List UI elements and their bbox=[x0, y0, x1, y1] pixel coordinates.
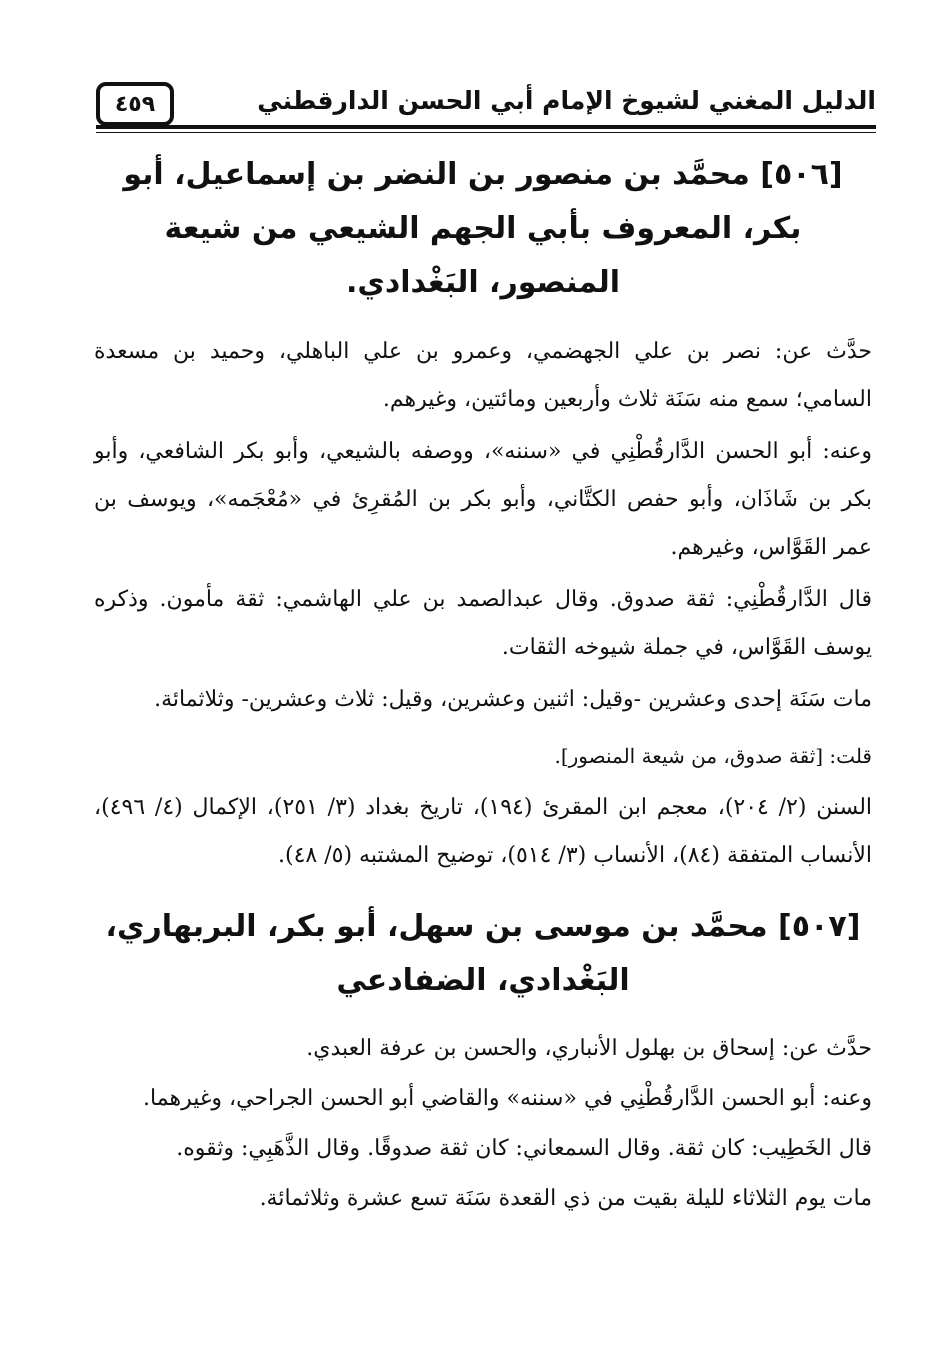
page-body bbox=[94, 148, 872, 1226]
header-rule-thin bbox=[96, 132, 876, 133]
entry-paragraph: مات يوم الثلاثاء لليلة بقيت من ذي القعدة سَنَة تسع عشرة وثلاثمائة. bbox=[259, 1186, 872, 1211]
header-rule-thick bbox=[96, 125, 876, 129]
entry-paragraph: حدَّث عن: نصر بن علي الجهضمي، وعمرو بن علي الباهلي، وحميد بن مسعدة السامي؛ سمع منه سَنَة ثلاث وأربعين ومائتين، وغيرهم. bbox=[94, 339, 872, 412]
page-number-frame bbox=[96, 82, 174, 126]
entry-paragraph: وعنه: أبو الحسن الدَّارقُطْنِي في «سننه»، ووصفه بالشيعي، وأبو بكر الشافعي، وأبو بكر بن شَاذَان، وأبو حفص الكتَّاني، وأبو بكر بن المُقرِئ في «مُعْجَمه»، ويوسف بن عمر القَوَّاس، وغيرهم. bbox=[94, 439, 872, 560]
running-title: الدليل المغني لشيوخ الإمام أبي الحسن الدارقطني bbox=[257, 86, 876, 115]
page-number: ٤٥٩ bbox=[114, 91, 156, 117]
entry-heading: [٥٠٦] محمَّد بن منصور بن النضر بن إسماعيل، أبو بكر، المعروف بأبي الجهم الشيعي من شيعة المنصور، البَغْدادي. bbox=[123, 157, 843, 300]
author-note: قلت: [ثقة صدوق، من شيعة المنصور]. bbox=[554, 744, 872, 768]
entry-paragraph: مات سَنَة إحدى وعشرين -وقيل: اثنين وعشرين، وقيل: ثلاث وعشرين- وثلاثمائة. bbox=[154, 687, 872, 712]
sources-list: السنن (٢/ ٢٠٤)، معجم ابن المقرئ (١٩٤)، تاريخ بغداد (٣/ ٢٥١)، الإكمال (٤/ ٤٩٦)، الأنساب المتفقة (٨٤)، الأنساب (٣/ ٥١٤)، توضيح المشتبه (٥/ ٤٨). bbox=[94, 795, 873, 868]
entry-heading: [٥٠٧] محمَّد بن موسى بن سهل، أبو بكر، البربهاري، البَغْدادي، الضفادعي bbox=[105, 909, 861, 998]
entry-paragraph: قال الخَطِيب: كان ثقة. وقال السمعاني: كان ثقة صدوقًا. وقال الذَّهَبِي: وثقوه. bbox=[176, 1136, 872, 1161]
entry-paragraph: وعنه: أبو الحسن الدَّارقُطْنِي في «سننه» والقاضي أبو الحسن الجراحي، وغيرهما. bbox=[143, 1086, 872, 1111]
entry-paragraph: حدَّث عن: إسحاق بن بهلول الأنباري، والحسن بن عرفة العبدي. bbox=[306, 1036, 872, 1061]
entry-paragraph: قال الدَّارقُطْنِي: ثقة صدوق. وقال عبدالصمد بن علي الهاشمي: ثقة مأمون. وذكره يوسف القَوَّاس، في جملة شيوخه الثقات. bbox=[94, 587, 872, 660]
